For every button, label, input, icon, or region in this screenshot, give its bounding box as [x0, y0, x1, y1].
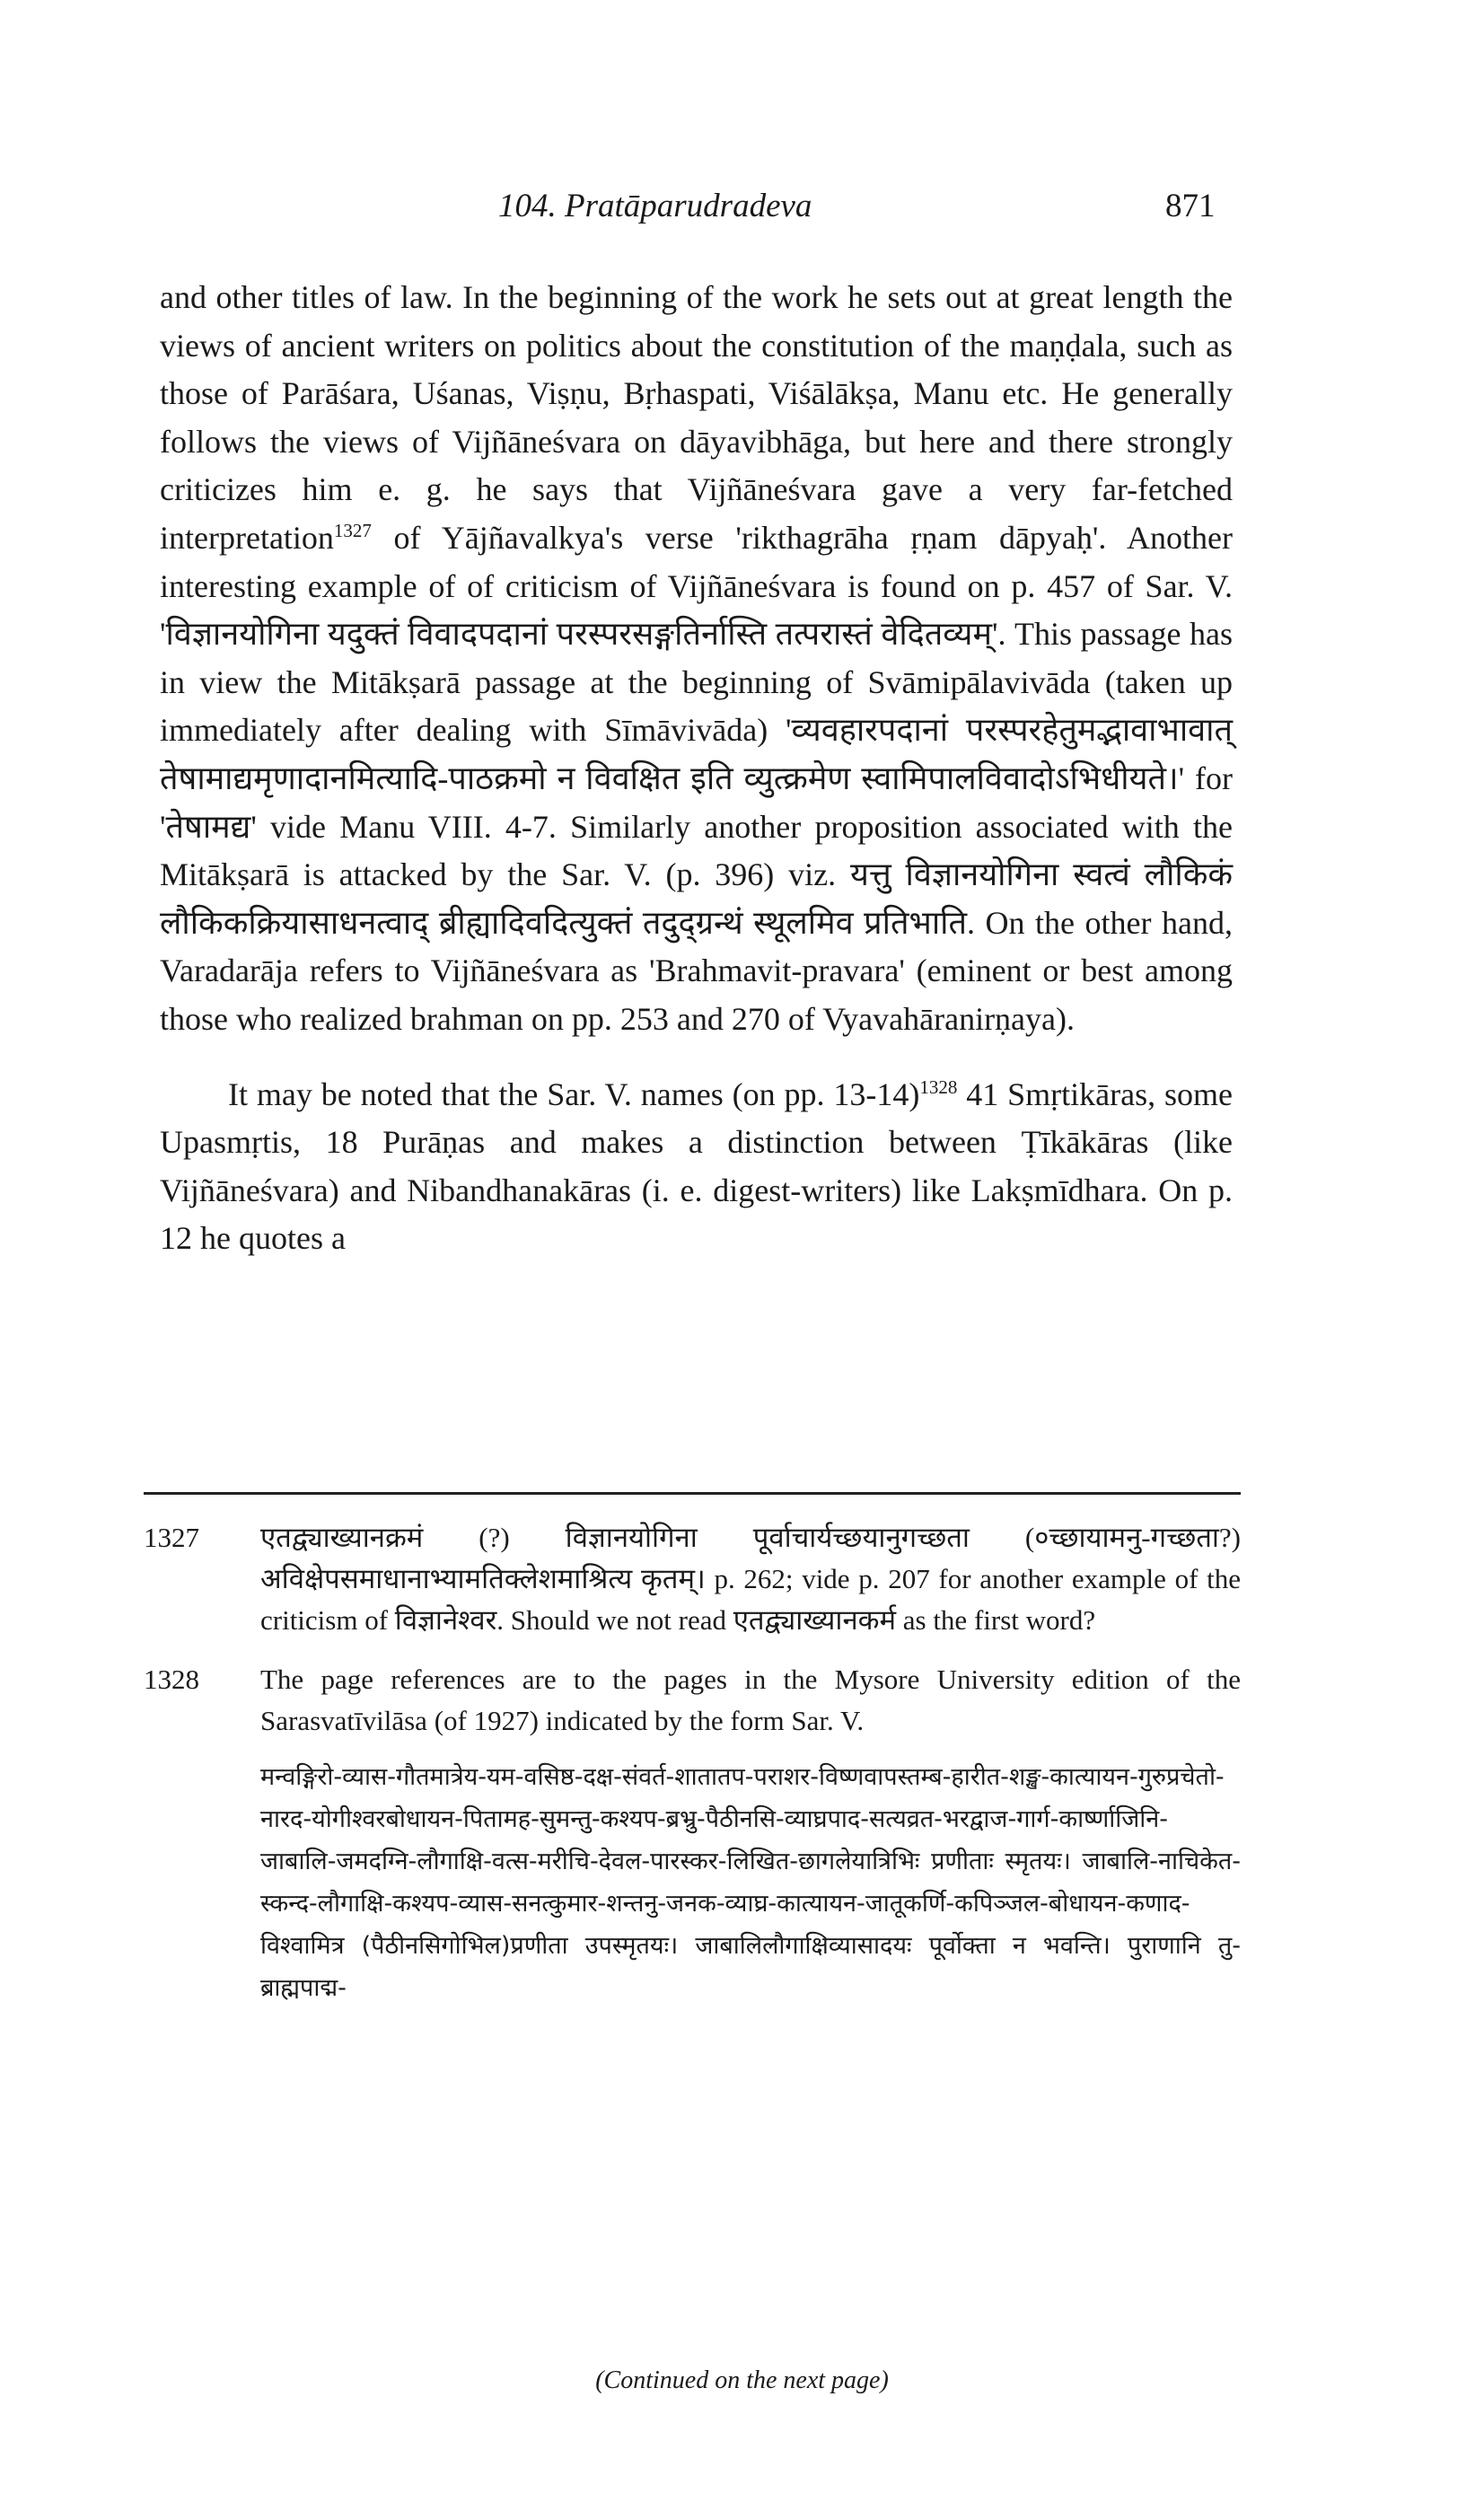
page-number: 871: [1165, 188, 1216, 224]
paragraph-1-text: and other titles of law. In the beginning of the work he sets out at great length the views of ancient writers on politics about the constitution of the maṇḍala, such as those of Parāśara, Uśanas, Viṣṇu, Bṛhaspati, Viśālākṣa, Manu etc. He generally follows the views of Vijñāneśvara on dāyavibhāga, but here and there strongly criticizes him e. g. he says that Vijñāneśvara gave a very far-fetched interpretation: [160, 279, 1233, 556]
running-title: 104. Pratāparudradeva: [498, 188, 812, 224]
footnote-number: 1328: [144, 1664, 199, 1695]
footnote-1327: [144, 1517, 1241, 1641]
continued-note: (Continued on the next page): [595, 2366, 889, 2394]
paragraph-2-text: It may be noted that the Sar. V. names (on pp. 13-14): [228, 1075, 920, 1112]
paragraph-2-continuation: 41 Smṛtikāras, some Upasmṛtis, 18 Purāṇas and makes a distinction between Ṭīkākāras (like Vijñāneśvara) and Nibandhanakāras (i. e. digest-writers) like Lakṣmīdhara. On p. 12 he quotes a: [160, 1075, 1233, 1257]
paragraph-1-continuation: of Yājñavalkya's verse 'rikthagrāha ṛṇam dāpyaḥ'. Another interesting example of of criticism of Vijñāneśvara is found on p. 457 of Sar. V. 'विज्ञानयोगिना यदुक्तं विवादपदानां परस्परसङ्गतिर्नास्ति तत्परास्तं वेदितव्यम्'. This passage has in view the Mitākṣarā passage at the beginning of Svāmipālavivāda (taken up immediately after dealing with Sīmāvivāda) 'व्यवहारपदानां परस्परहेतुमद्भावाभावात् तेषामाद्यमृणादानमित्यादि-पाठक्रमो न विवक्षित इति व्युत्क्रमेण स्वामिपालविवादोऽभिधीयते।' for 'तेषामद्य' vide Manu VIII. 4-7. Similarly another proposition associated with the Mitākṣarā is attacked by the Sar. V. (p. 396) viz. यत्तु विज्ञानयोगिना स्वत्वं लौकिकं लौकिकक्रियासाधनत्वाद् ब्रीह्यादिवदित्युक्तं तदुद्ग्रन्थं स्थूलमिव प्रतिभाति. On the other hand, Varadarāja refers to Vijñāneśvara as 'Brahmavit-pravara' (eminent or best among those who realized brahman on pp. 253 and 270 of Vyavahāranirṇaya).: [160, 519, 1233, 1037]
footnote-text: एतद्व्याख्यानक्रमं (?) विज्ञानयोगिना पूर्वाचार्यच्छयानुगच्छता (०च्छायामनु-गच्छता?) अविक्षेपसमाधानाभ्यामतिक्लेशमाश्रित्य कृतम्। p. 262; vide p. 207 for another example of the criticism of विज्ञानेश्वर. Should we not read एतद्व्याख्यानकर्म as the first word?: [260, 1522, 1241, 1636]
footnote-separator: [144, 1492, 1241, 1495]
footnote-number: 1327: [144, 1522, 199, 1553]
footnote-ref-1328: 1328: [919, 1075, 958, 1098]
footnotes: [144, 1517, 1241, 2027]
footnote-text: The page references are to the pages in the Mysore University edition of the Sarasvatīvilāsa (of 1927) indicated by the form Sar. V.: [260, 1664, 1241, 1736]
footnote-ref-1327: 1327: [333, 519, 372, 541]
footnote-1328: [144, 1659, 1241, 2009]
main-text: [160, 274, 1233, 1263]
paragraph-1: [160, 274, 1233, 1044]
paragraph-2: [160, 1071, 1233, 1263]
running-head: [0, 187, 1484, 241]
footnote-sanskrit-quote: मन्वङ्गिरो-व्यास-गौतमात्रेय-यम-वसिष्ठ-दक्ष-संवर्त-शातातप-पराशर-विष्णवापस्तम्ब-हारीत-शङ्ख-कात्यायन-गुरुप्रचेतो-नारद-योगीश्वरबोधायन-पितामह-सुमन्तु-कश्यप-ब्रभ्रु-पैठीनसि-व्याघ्रपाद-सत्यव्रत-भरद्वाज-गार्ग-कार्ष्णाजिनि-जाबालि-जमदग्नि-लौगाक्षि-वत्स-मरीचि-देवल-पारस्कर-लिखित-छागलेयात्रिभिः प्रणीताः स्मृतयः। जाबालि-नाचिकेत-स्कन्द-लौगाक्षि-कश्यप-व्यास-सनत्कुमार-शन्तनु-जनक-व्याघ्र-कात्यायन-जातूकर्णि-कपिञ्जल-बोधायन-कणाद-विश्वामित्र (पैठीनसिगोभिल)प्रणीता उपस्मृतयः। जाबालिलौगाक्षिव्यासादयः पूर्वोक्ता न भवन्ति। पुराणानि तु-ब्राह्मपाद्म-: [260, 1763, 1241, 2002]
